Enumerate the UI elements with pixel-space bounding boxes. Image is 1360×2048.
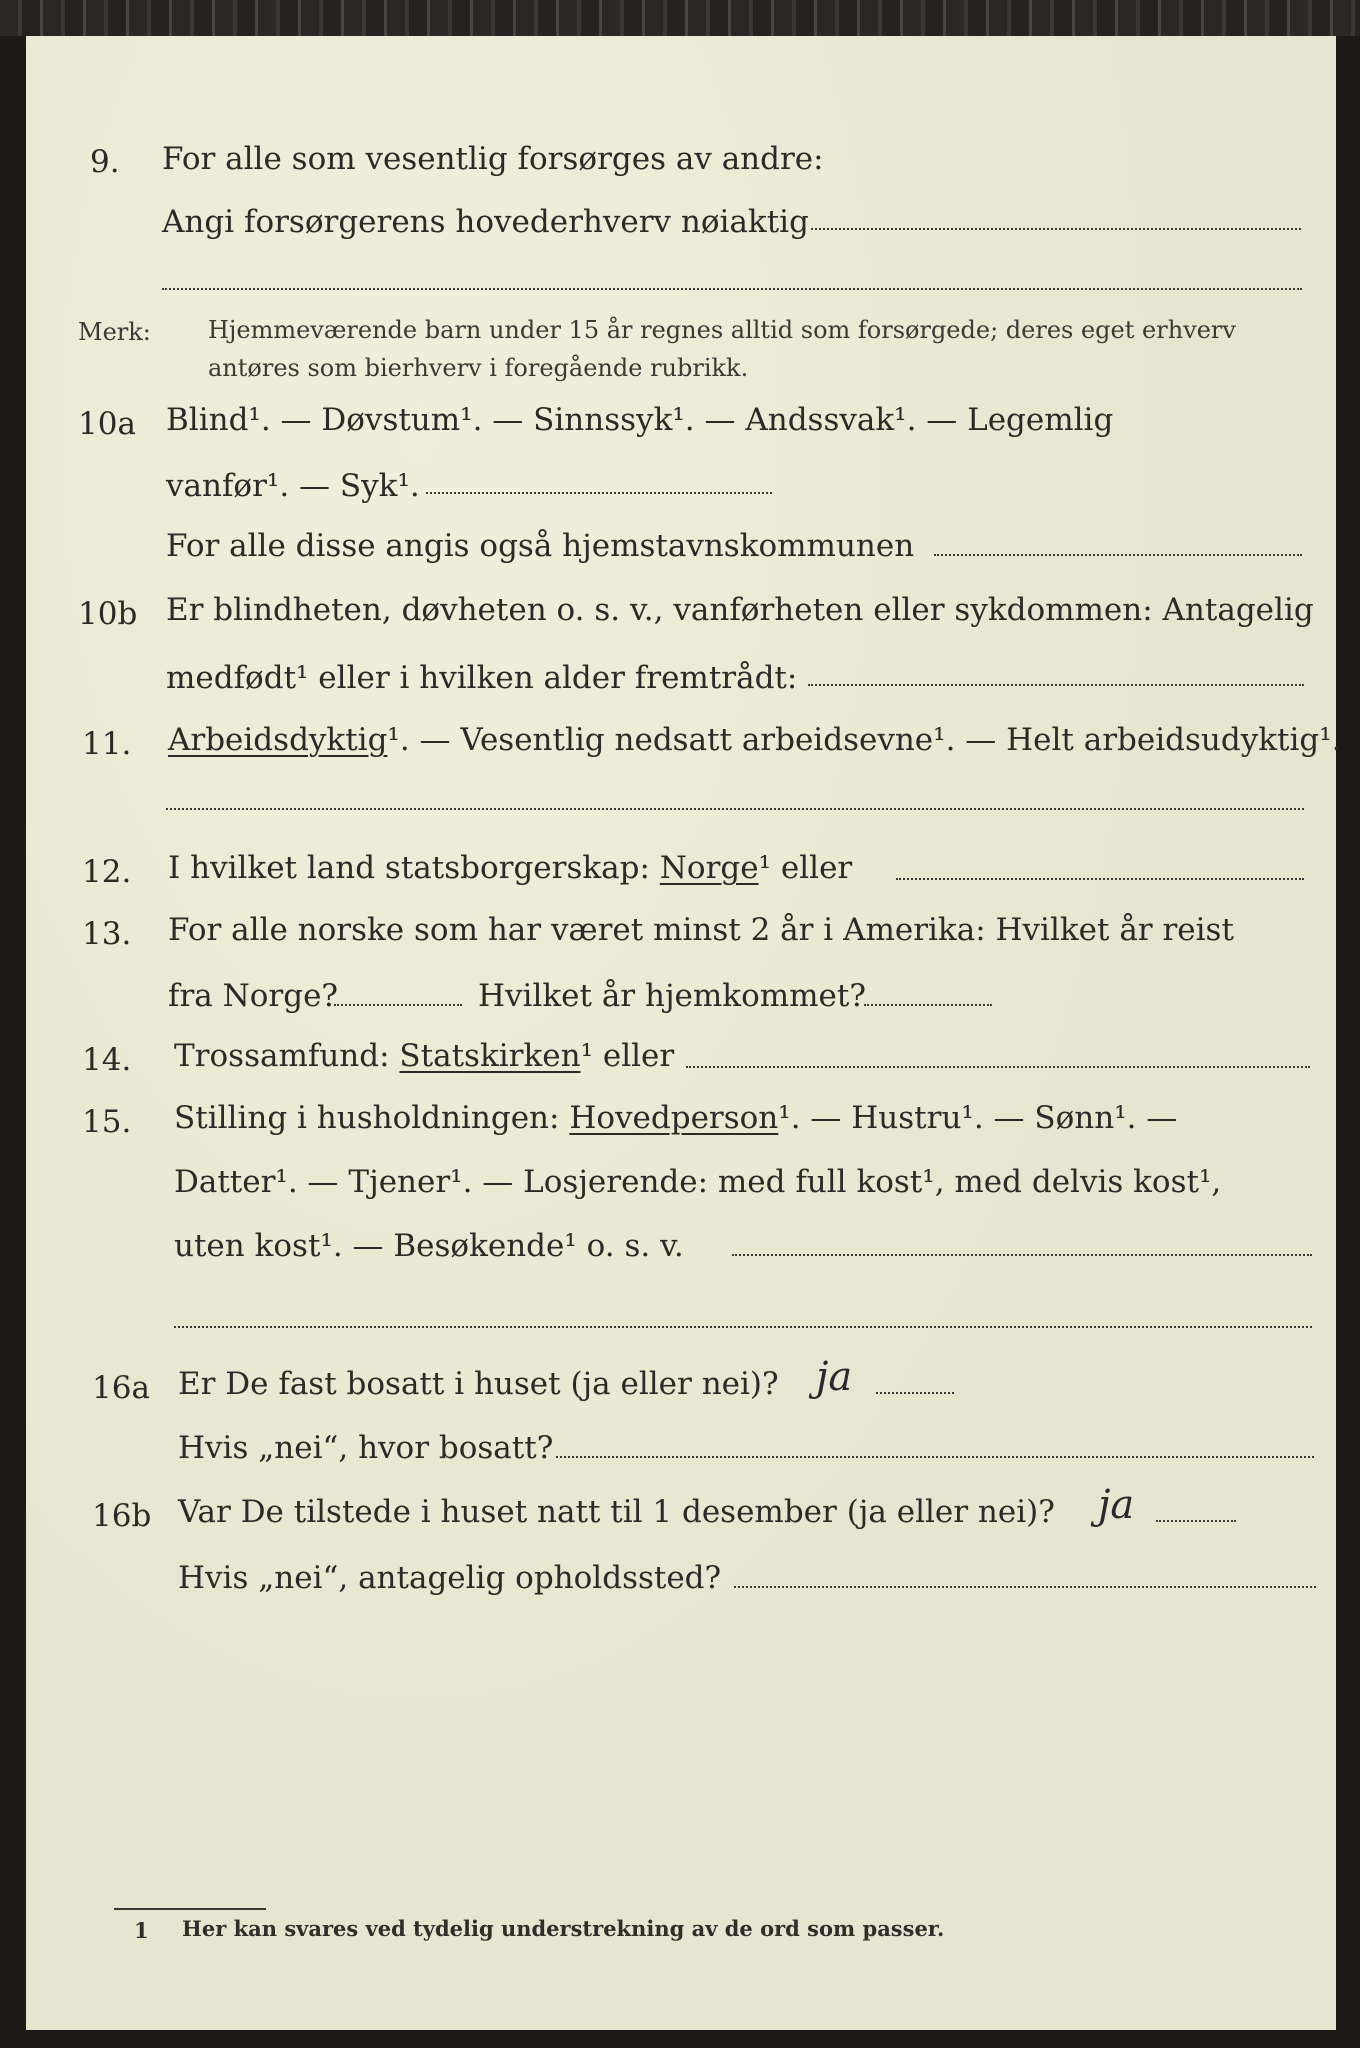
footnote-mark: 1 — [134, 1918, 149, 1943]
q9-number: 9. — [90, 144, 120, 180]
q14-pre: Trossamfund: — [174, 1038, 390, 1074]
q14-post: ¹ eller — [580, 1038, 675, 1074]
q13-hjemkommet-line[interactable] — [864, 1004, 992, 1006]
scan-border-strip — [0, 0, 1360, 36]
q12-pre: I hvilket land statsborgerskap: — [168, 850, 650, 886]
q15-answer-line-2[interactable] — [174, 1326, 1312, 1328]
q12-answer-line[interactable] — [896, 878, 1304, 880]
q11-rest: ¹. — Vesentlig nedsatt arbeidsevne¹. — Helt arbeidsudyktig¹. — [387, 722, 1342, 758]
q15-pre: Stilling i husholdningen: — [174, 1100, 560, 1136]
q13-line1: For alle norske som har været minst 2 år i Amerika: Hvilket år reist — [168, 912, 1234, 948]
q13-reist-line[interactable] — [334, 1004, 462, 1006]
q11-answer-line[interactable] — [166, 808, 1304, 810]
footnote-text: Her kan svares ved tydelig understrekning av de ord som passer. — [182, 1916, 945, 1941]
q10b-answer-line[interactable] — [808, 684, 1304, 686]
merk-line1: Hjemmeværende barn under 15 år regnes alltid som forsørgede; deres eget erhverv — [208, 316, 1236, 344]
q10a-line3: For alle disse angis også hjemstavnskommunen — [166, 528, 915, 564]
q15-option-underlined[interactable]: Hovedperson — [569, 1100, 779, 1136]
q9-answer-line[interactable] — [811, 228, 1301, 230]
q10a-answer-line[interactable] — [426, 492, 772, 494]
q15-line3: uten kost¹. — Besøkende¹ o. s. v. — [174, 1228, 684, 1264]
q15-number: 15. — [82, 1104, 132, 1140]
q16b-opholdssted-line[interactable] — [734, 1586, 1316, 1588]
q16a-line1: Er De fast bosatt i huset (ja eller nei)? — [178, 1366, 779, 1402]
merk-line2: antøres som bierhverv i foregående rubrikk. — [208, 354, 749, 382]
q10a-line1: Blind¹. — Døvstum¹. — Sinnssyk¹. — Andssvak¹. — Legemlig — [166, 402, 1114, 438]
q12-post: ¹ eller — [758, 850, 853, 886]
q15-line1-rest: ¹. — Hustru¹. — Sønn¹. — — [778, 1100, 1178, 1136]
q15-line1 — [174, 1100, 1177, 1136]
q14-text — [174, 1038, 674, 1074]
merk-label: Merk: — [78, 318, 151, 346]
q11-option-underlined[interactable]: Arbeidsdyktig — [168, 722, 388, 758]
q16b-line1: Var De tilstede i huset natt til 1 desember (ja eller nei)? — [178, 1494, 1055, 1530]
q16a-handwritten-answer: ja — [816, 1354, 853, 1400]
q10a-number: 10a — [78, 406, 136, 442]
census-form-page — [26, 36, 1342, 2030]
q13-number: 13. — [82, 916, 132, 952]
q10b-line1: Er blindheten, døvheten o. s. v., vanførheten eller sykdommen: Antagelig — [166, 592, 1314, 628]
q15-line2: Datter¹. — Tjener¹. — Losjerende: med full kost¹, med delvis kost¹, — [174, 1164, 1222, 1200]
q16b-number: 16b — [92, 1498, 152, 1534]
q10a-home-line[interactable] — [934, 554, 1302, 556]
q16a-line2: Hvis „nei“, hvor bosatt? — [178, 1430, 554, 1466]
q15-answer-line[interactable] — [732, 1254, 1312, 1256]
q14-option-underlined[interactable]: Statskirken — [399, 1038, 581, 1074]
q14-number: 14. — [82, 1042, 132, 1078]
q16b-line2: Hvis „nei“, antagelig opholdssted? — [178, 1560, 722, 1596]
q11-number: 11. — [82, 726, 132, 762]
q14-answer-line[interactable] — [686, 1066, 1310, 1068]
q10b-number: 10b — [78, 596, 138, 632]
q16a-number: 16a — [92, 1370, 150, 1406]
q12-text — [168, 850, 852, 886]
q11-text — [168, 722, 1342, 758]
q9-answer-line-2[interactable] — [162, 288, 1302, 290]
q9-line1: For alle som vesentlig forsørges av andre: — [162, 141, 824, 177]
q10a-line2: vanfør¹. — Syk¹. — [166, 468, 420, 504]
footnote-rule — [114, 1908, 266, 1910]
q12-option-underlined[interactable]: Norge — [659, 850, 759, 886]
q10b-line2: medfødt¹ eller i hvilken alder fremtrådt: — [166, 660, 798, 696]
q13-line2b: Hvilket år hjemkommet? — [478, 978, 866, 1014]
q16b-answer-line[interactable] — [1156, 1520, 1236, 1522]
q16a-bosatt-line[interactable] — [556, 1456, 1314, 1458]
q16b-handwritten-answer: ja — [1098, 1482, 1135, 1528]
q9-line2: Angi forsørgerens hovederhverv nøiaktig — [162, 204, 809, 240]
q13-line2a: fra Norge? — [168, 978, 339, 1014]
q12-number: 12. — [82, 854, 132, 890]
q16a-answer-line[interactable] — [876, 1392, 954, 1394]
